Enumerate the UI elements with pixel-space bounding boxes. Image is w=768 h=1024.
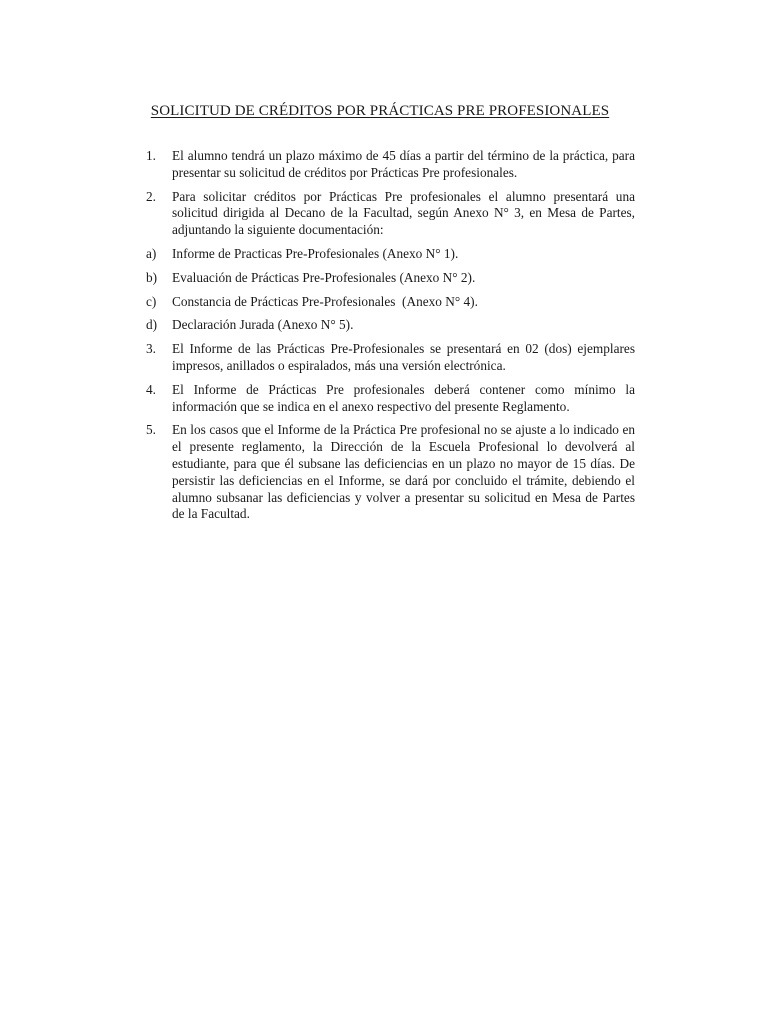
list-item — [146, 189, 635, 239]
list-item — [146, 317, 635, 334]
list-item-text: El Informe de las Prácticas Pre-Profesionales se presentará en 02 (dos) ejemplares impresos, anillados o espiralados, más una versión electrónica. — [172, 341, 635, 373]
list-item-marker: a) — [146, 245, 157, 261]
list-item — [146, 382, 635, 416]
list-item-text: Declaración Jurada (Anexo N° 5). — [172, 317, 354, 333]
list-item-marker: 1. — [146, 148, 156, 163]
list-item — [146, 294, 635, 311]
list-item — [146, 341, 635, 375]
list-item-text: Constancia de Prácticas Pre-Profesionales (Anexo N° 4). — [172, 293, 478, 309]
list-item-text: Para solicitar créditos por Prácticas Pre profesionales el alumno presentará una solicitud dirigida al Decano de la Facultad, según Anexo N° 3, en Mesa de Partes, adjuntando la siguiente documentación: — [172, 188, 635, 238]
document-title: SOLICITUD DE CRÉDITOS POR PRÁCTICAS PRE PROFESIONALES — [150, 103, 610, 119]
list-item — [146, 422, 635, 523]
list-item-marker: d) — [146, 317, 158, 333]
list-item — [146, 270, 635, 287]
list-item-marker: c) — [146, 293, 157, 309]
list-item-marker: 2. — [146, 188, 156, 204]
list-item — [146, 246, 635, 263]
list-item-text: El alumno tendrá un plazo máximo de 45 días a partir del término de la práctica, para presentar su solicitud de créditos por Prácticas Pre profesionales. — [172, 148, 635, 180]
list-item-text: En los casos que el Informe de la Práctica Pre profesional no se ajuste a lo indicado en el presente reglamento, la Dirección de la Escuela Profesional lo devolverá al estudiante, para que él subsane las deficiencias en un plazo no mayor de 15 días. De persistir las deficiencias en el Informe, se dará por concluido el trámite, debiendo el alumno subsanar las deficiencias y volver a presentar su solicitud en Mesa de Partes de la Facultad. — [172, 422, 635, 522]
list-item — [146, 148, 635, 182]
list-item-text: Evaluación de Prácticas Pre-Profesionales (Anexo N° 2). — [172, 269, 476, 285]
list-item-marker: 3. — [146, 341, 156, 357]
list-item-text: Informe de Practicas Pre-Profesionales (Anexo N° 1). — [172, 245, 459, 261]
list-item-marker: b) — [146, 269, 158, 285]
list-item-text: El Informe de Prácticas Pre profesionales deberá contener como mínimo la información que se indica en el anexo respectivo del presente Reglamento. — [172, 381, 635, 414]
requirements-list — [146, 148, 635, 530]
list-item-marker: 5. — [146, 422, 156, 438]
list-item-marker: 4. — [146, 381, 156, 397]
